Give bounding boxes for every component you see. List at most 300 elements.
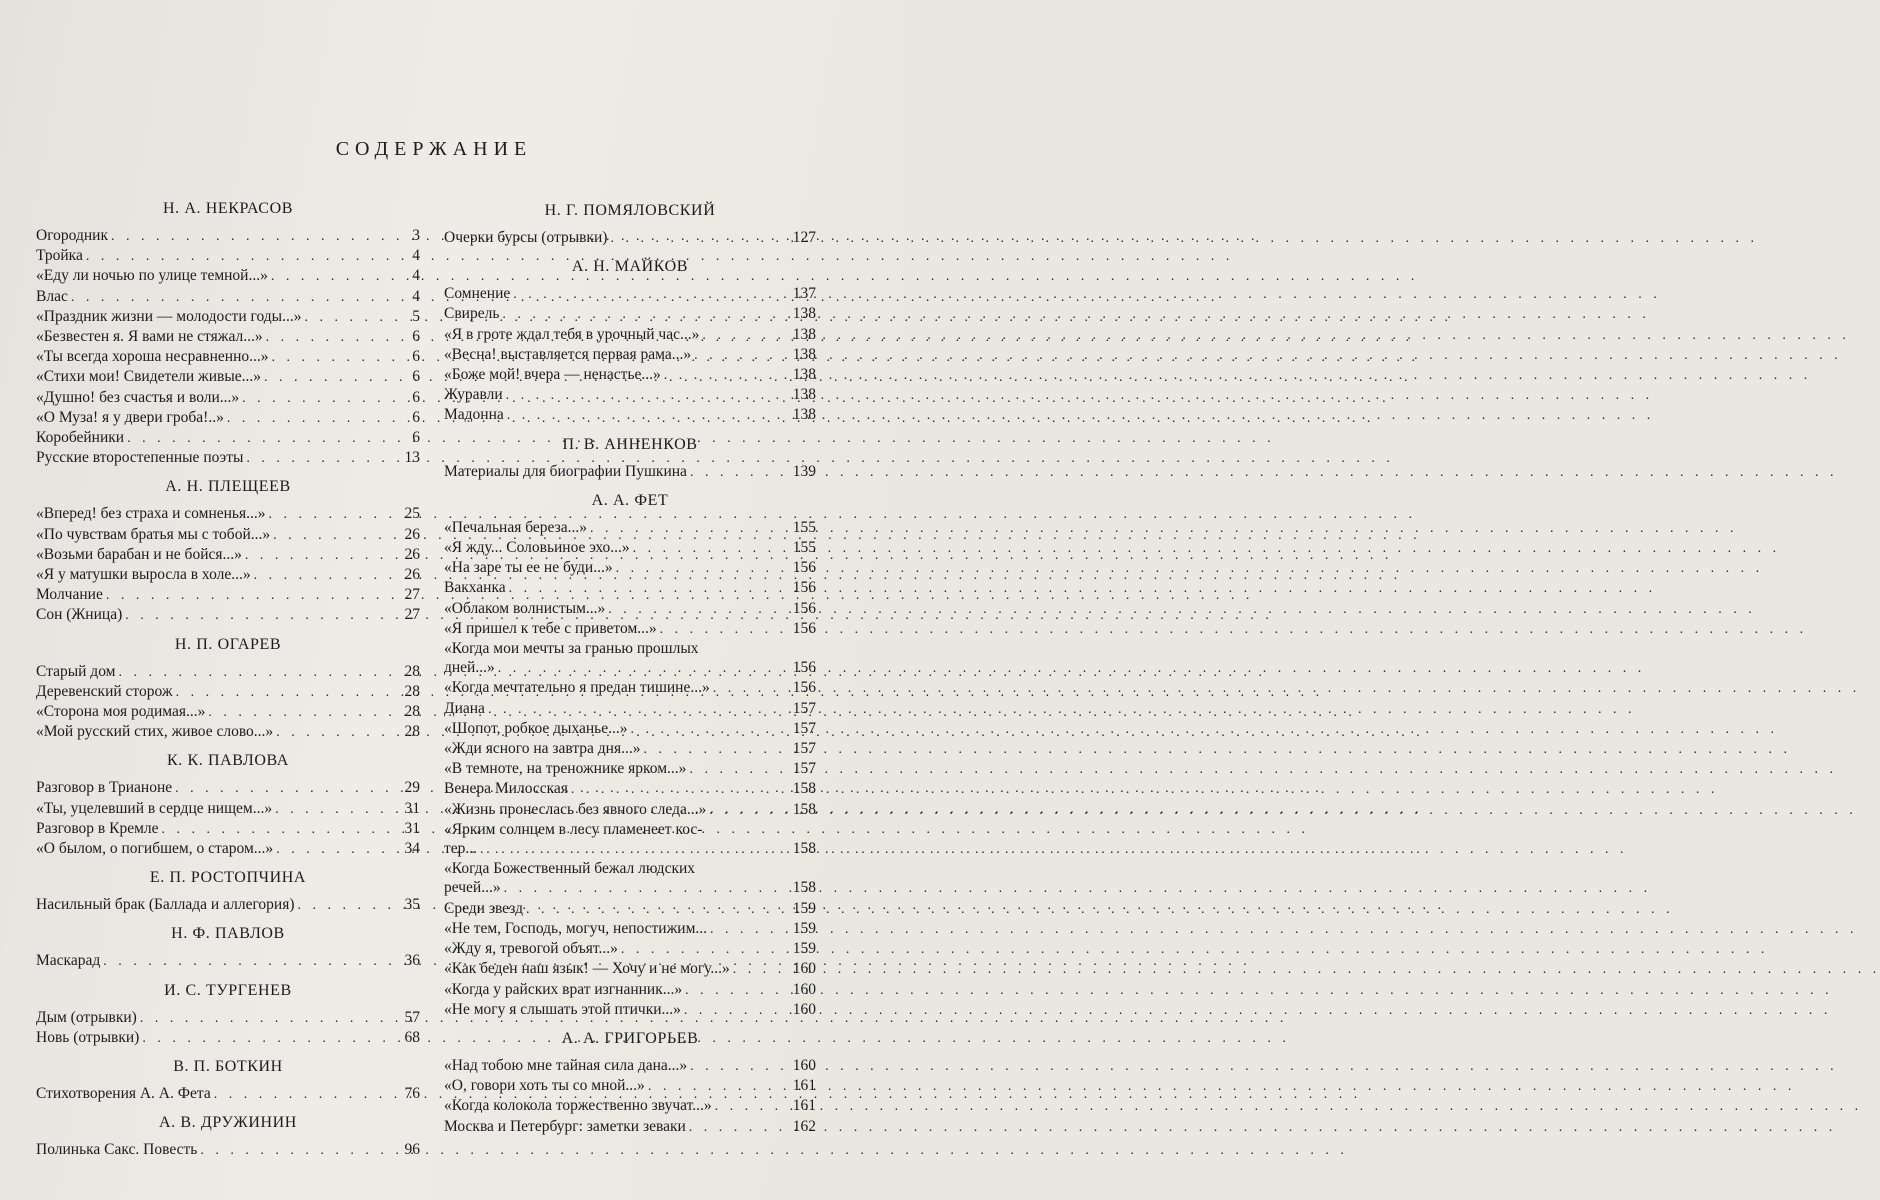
page-number: 158: [792, 800, 816, 818]
toc-entry: [36, 428, 420, 448]
page-number: 27: [404, 606, 420, 624]
toc-entry-title: Венера Милосская: [444, 780, 568, 798]
toc-section: [36, 1113, 420, 1160]
toc-entry: [36, 722, 420, 742]
toc-entry: [444, 759, 816, 779]
toc-entry-title: «Мой русский стих, живое слово...»: [36, 723, 274, 741]
toc-entry: [444, 228, 816, 248]
toc-section: [36, 924, 420, 971]
toc-entry-title: «Ты, уцелевший в сердце нищем...»: [36, 799, 273, 817]
toc-entry-title: «Сторона моя родимая...»: [36, 703, 206, 721]
toc-entry-title: Разговор в Трианоне: [36, 779, 173, 797]
page-number: 6: [412, 429, 420, 447]
author-heading: К. К. ПАВЛОВА: [167, 752, 289, 770]
leader-dots: [480, 840, 790, 859]
toc-section: [444, 201, 816, 248]
toc-entry: [36, 951, 420, 971]
toc-entry: [36, 1008, 420, 1028]
toc-entry: [444, 939, 816, 959]
page-number: 156: [792, 619, 816, 637]
toc-entry-title-continued: тер...: [444, 840, 478, 858]
page-number: 156: [792, 679, 816, 697]
toc-entry-title: Молчание: [36, 586, 103, 604]
toc-entry-title: Русские второстепенные поэты: [36, 449, 244, 467]
toc-right-column: [444, 192, 816, 1137]
toc-entry-title: «Я в гроте ждал тебя в урочный час...»: [444, 325, 700, 343]
leader-dots: [71, 288, 397, 307]
toc-entry-title: «Боже мой! вчера — ненастье...»: [444, 366, 661, 384]
toc-entry-title: «Я у матушки выросла в холе...»: [36, 566, 251, 584]
page-number: 155: [792, 539, 816, 557]
toc-entry-title: «Когда мои мечты за гранью прошлых: [444, 640, 699, 658]
page-number: 6: [412, 388, 420, 406]
toc-entry-title: «Когда мечтательно я предан тишине...»: [444, 679, 710, 697]
toc-section: [444, 1029, 816, 1137]
toc-section: [36, 477, 420, 625]
toc-section: [444, 435, 816, 482]
toc-entry: [444, 1000, 816, 1020]
toc-section: [36, 751, 420, 859]
page-number: 57: [404, 1008, 420, 1026]
toc-entry-title: «Стихи мои! Свидетели живые...»: [36, 368, 262, 386]
toc-entry-title-continued: дней...»: [444, 659, 495, 677]
toc-entry: [444, 1076, 816, 1096]
author-heading: Н. Ф. ПАВЛОВ: [171, 925, 285, 943]
toc-entry-title: «В темноте, на треножнике ярком...»: [444, 760, 687, 778]
toc-entry: [36, 565, 420, 585]
toc-entry: [444, 800, 816, 820]
page-number: 28: [404, 723, 420, 741]
leader-dots: [142, 1029, 397, 1048]
toc-entry-title: «Над тобою мне тайная сила дана...»: [444, 1056, 688, 1074]
toc-entry-title: Сомнение: [444, 285, 511, 303]
page-number: 160: [792, 980, 816, 998]
toc-entry: [444, 345, 816, 365]
toc-entry-title: «Когда у райских врат изгнанник...»: [444, 980, 683, 998]
leader-dots: [118, 663, 397, 682]
toc-section: [36, 199, 420, 468]
leader-dots: [86, 247, 397, 266]
toc-entry-title: «Когда колокола торжественно звучат...»: [444, 1097, 712, 1115]
page-number: 155: [792, 518, 816, 536]
toc-entry: [36, 702, 420, 722]
toc-entry: [36, 799, 420, 819]
toc-entry-title: Свирель: [444, 305, 500, 323]
toc-entry: [444, 578, 816, 598]
toc-entry: [444, 365, 816, 385]
leader-dots: [200, 1141, 397, 1160]
toc-entry: [36, 545, 420, 565]
toc-entry: [36, 585, 420, 605]
leader-dots: [648, 1077, 790, 1096]
page-number: 159: [792, 919, 816, 937]
leader-dots: [276, 723, 397, 742]
leader-dots: [689, 1118, 790, 1137]
leader-dots: [504, 879, 790, 898]
leader-dots: [264, 368, 397, 387]
toc-entry: [444, 779, 816, 799]
page-number: 156: [792, 659, 816, 677]
page-number: 161: [792, 1077, 816, 1095]
page-number: 25: [404, 505, 420, 523]
leader-dots: [660, 620, 790, 639]
page-number: 139: [792, 462, 816, 480]
toc-entry: [36, 682, 420, 702]
toc-entry: [444, 1056, 816, 1076]
leader-dots: [715, 1097, 790, 1116]
page-number: 31: [404, 819, 420, 837]
toc-entry-title: «Я пришел к тебе с приветом...»: [444, 619, 657, 637]
page-number: 28: [404, 703, 420, 721]
leader-dots: [127, 429, 397, 448]
leader-dots: [488, 700, 790, 719]
toc-section: [36, 868, 420, 915]
leader-dots: [214, 1085, 397, 1104]
page-number: 6: [412, 368, 420, 386]
toc-entry-title: «Возьми барабан и не бойся...»: [36, 545, 242, 563]
toc-entry: [444, 325, 816, 345]
toc-entry: [444, 839, 816, 859]
author-heading: А. Н. ПЛЕЩЕЕВ: [165, 478, 291, 496]
page-number: 28: [404, 662, 420, 680]
toc-entry: [36, 895, 420, 915]
toc-entry: [444, 599, 816, 619]
toc-entry-title: «Когда Божественный бежал людских: [444, 860, 696, 878]
toc-entry: [36, 367, 420, 387]
page-number: 27: [404, 586, 420, 604]
page-title: СОДЕРЖАНИЕ: [335, 138, 533, 160]
leader-dots: [507, 406, 790, 425]
toc-entry-title: Коробейники: [36, 429, 125, 447]
toc-entry-title: Тройка: [36, 247, 83, 265]
toc-entry: [444, 619, 816, 639]
toc-entry-title: «О Муза! я у двери гроба!..»: [36, 408, 224, 426]
toc-entry-title: Новь (отрывки): [36, 1028, 140, 1046]
page-number: 34: [404, 840, 420, 858]
toc-entry-title: Разговор в Кремле: [36, 819, 159, 837]
page-number: 4: [412, 287, 420, 305]
toc-entry: [36, 819, 420, 839]
page-number: 138: [792, 366, 816, 384]
leader-dots: [103, 952, 397, 971]
author-heading: Е. П. РОСТОПЧИНА: [149, 869, 307, 887]
leader-dots: [694, 346, 790, 365]
toc-entry: [444, 719, 816, 739]
toc-entry-title: «Весна! выставляется первая рама...»: [444, 345, 692, 363]
toc-entry-title: «О былом, о погибшем, о старом...»: [36, 840, 274, 858]
toc-entry: [36, 307, 420, 327]
page-number: 156: [792, 559, 816, 577]
toc-entry: [36, 448, 420, 468]
leader-dots: [140, 1009, 397, 1028]
page-number: 138: [792, 406, 816, 424]
toc-left-column: [36, 190, 420, 1161]
page-number: 28: [404, 682, 420, 700]
page-number: 26: [404, 545, 420, 563]
author-heading: И. С. ТУРГЕНЕВ: [164, 981, 292, 999]
toc-entry-title: «Вперед! без страха и сомненья...»: [36, 505, 266, 523]
toc-entry: [36, 525, 420, 545]
leader-dots: [608, 600, 789, 619]
toc-entry: [444, 405, 816, 425]
leader-dots: [271, 267, 397, 286]
toc-entry-title: «Как беден наш язык! — Хочу и не могу...»: [444, 960, 730, 978]
author-heading: Н. А. НЕКРАСОВ: [162, 200, 294, 217]
leader-dots: [242, 389, 397, 408]
toc-entry: [444, 1096, 816, 1116]
toc-entry-title: Стихотворения А. А. Фета: [36, 1085, 211, 1103]
toc-section: [36, 635, 420, 743]
toc-entry-title: Диана: [444, 699, 485, 717]
page-number: 161: [792, 1097, 816, 1115]
leader-dots: [633, 539, 790, 558]
leader-dots: [106, 586, 397, 605]
page-number: 159: [792, 899, 816, 917]
page-number: 138: [792, 305, 816, 323]
page-number: 138: [792, 345, 816, 363]
page-number: 5: [412, 307, 420, 325]
toc-entry: [444, 658, 816, 678]
toc-entry-title: «Жди ясного на завтра дня...»: [444, 740, 641, 758]
leader-dots: [690, 463, 790, 482]
toc-entry-title: Журавли: [444, 386, 503, 404]
toc-entry-title: «Безвестен я. Я вами не стяжал...»: [36, 328, 263, 346]
page-number: 76: [404, 1085, 420, 1103]
toc-entry-title: «Жизнь пронеслась без явного следа...»: [444, 800, 707, 818]
page-number: 6: [412, 408, 420, 426]
leader-dots: [506, 386, 790, 405]
toc-entry-title: Материалы для биографии Пушкина: [444, 462, 687, 480]
toc-entry: [36, 388, 420, 408]
leader-dots: [266, 328, 397, 347]
toc-entry: [444, 739, 816, 759]
page-number: 157: [792, 760, 816, 778]
leader-dots: [631, 720, 790, 739]
page-number: 162: [792, 1117, 816, 1135]
toc-entry: [444, 538, 816, 558]
toc-entry: [36, 327, 420, 347]
toc-entry: [444, 284, 816, 304]
leader-dots: [111, 227, 397, 246]
toc-entry: [36, 266, 420, 286]
toc-entry-title: «На заре ты ее не буди...»: [444, 559, 613, 577]
page-number: 138: [792, 325, 816, 343]
leader-dots: [702, 326, 789, 345]
leader-dots: [304, 308, 397, 327]
leader-dots: [616, 559, 790, 578]
author-heading: В. П. БОТКИН: [173, 1058, 283, 1076]
toc-entry: [36, 1084, 420, 1104]
toc-entry: [36, 662, 420, 682]
toc-section: [36, 981, 420, 1048]
page-number: 157: [792, 699, 816, 717]
leader-dots: [690, 1057, 790, 1076]
toc-entry: [36, 246, 420, 266]
author-heading: А. Н. МАЙКОВ: [571, 258, 689, 276]
page-number: 158: [792, 840, 816, 858]
leader-dots: [685, 981, 790, 1000]
toc-entry-title: «Ты всегда хороша несравненно...»: [36, 348, 269, 366]
leader-dots: [710, 920, 790, 939]
toc-entry: [444, 1117, 816, 1137]
toc-entry-title: «По чувствам братья мы с тобой...»: [36, 525, 271, 543]
page-number: 26: [404, 525, 420, 543]
toc-entry-title: «Шопот, робкое дыханье...»: [444, 719, 628, 737]
page-number: 6: [412, 328, 420, 346]
toc-entry: [36, 504, 420, 524]
page-number: 160: [792, 1000, 816, 1018]
page-number: 6: [412, 348, 420, 366]
toc-entry: [36, 778, 420, 798]
toc-entry-title: «Облаком волнистым...»: [444, 599, 606, 617]
page-number: 156: [792, 599, 816, 617]
page-number: 31: [404, 799, 420, 817]
toc-entry: [36, 839, 420, 859]
toc-entry-title: Среди звезд: [444, 899, 523, 917]
toc-entry: [36, 347, 420, 367]
leader-dots: [509, 579, 790, 598]
toc-entry-title: Москва и Петербург: заметки зеваки: [444, 1117, 686, 1135]
toc-entry: [444, 304, 816, 324]
page-number: 158: [792, 780, 816, 798]
leader-dots: [643, 740, 789, 759]
toc-entry: [444, 518, 816, 538]
leader-dots: [733, 960, 790, 979]
toc-entry-title: Очерки бурсы (отрывки): [444, 229, 608, 246]
leader-dots: [498, 659, 790, 678]
toc-entry-title: Вакханка: [444, 579, 506, 597]
page-number: 3: [412, 227, 420, 244]
toc-entry: [36, 408, 420, 428]
page-number: 13: [404, 449, 420, 467]
leader-dots: [208, 703, 397, 722]
leader-dots: [125, 606, 397, 625]
toc-entry: [444, 558, 816, 578]
toc-entry: [36, 605, 420, 625]
leader-dots: [571, 780, 790, 799]
leader-dots: [664, 366, 790, 385]
toc-section: [36, 1057, 420, 1104]
toc-entry-title: «Не могу я слышать этой птички...»: [444, 1000, 681, 1018]
toc-entry: [444, 899, 816, 919]
toc-entry-title: «Печальная береза...»: [444, 518, 587, 536]
page-number: 158: [792, 879, 816, 897]
toc-entry-title: Огородник: [36, 227, 108, 244]
leader-dots: [709, 801, 790, 820]
toc-entry: [444, 919, 816, 939]
toc-entry: [444, 462, 816, 482]
toc-entry-title: Дым (отрывки): [36, 1008, 137, 1026]
leader-dots: [269, 505, 398, 524]
leader-dots: [273, 526, 397, 545]
leader-dots: [254, 566, 397, 585]
leader-dots: [246, 449, 397, 468]
author-heading: А. В. ДРУЖИНИН: [159, 1114, 297, 1132]
leader-dots: [176, 683, 397, 702]
toc-entry: [36, 1028, 420, 1048]
toc-entry: [36, 1140, 420, 1160]
toc-entry-title: Влас: [36, 287, 68, 305]
toc-section: [444, 491, 816, 1020]
author-heading: А. А. ФЕТ: [591, 491, 669, 509]
leader-dots: [513, 285, 790, 304]
page-number: 159: [792, 940, 816, 958]
leader-dots: [689, 760, 789, 779]
author-heading: А. А. ГРИГОРЬЕВ: [561, 1029, 699, 1047]
toc-entry-title: «Я жду... Соловьиное эхо...»: [444, 539, 630, 557]
toc-entry-title: Насильный брак (Баллада и аллегория): [36, 896, 295, 914]
toc-entry: [36, 226, 420, 246]
leader-dots: [590, 519, 790, 538]
book-page: [0, 0, 900, 1200]
page-number: 26: [404, 566, 420, 584]
toc-entry-title: «Не тем, Господь, могуч, непостижим...: [444, 919, 708, 937]
leader-dots: [526, 900, 790, 919]
page-number: 160: [792, 1056, 816, 1074]
page-number: 157: [792, 719, 816, 737]
toc-entry-title: «Еду ли ночью по улице темной...»: [36, 267, 268, 285]
toc-entry: [444, 878, 816, 898]
leader-dots: [272, 348, 397, 367]
toc-entry-title: Деревенский сторож: [36, 682, 173, 700]
toc-entry-title: Мадонна: [444, 406, 504, 424]
toc-entry: [444, 385, 816, 405]
toc-entry-title: Старый дом: [36, 662, 116, 680]
leader-dots: [245, 546, 397, 565]
page-number: 137: [792, 285, 816, 303]
page-number: 4: [412, 247, 420, 265]
toc-section: [444, 257, 816, 425]
page-number: 160: [792, 960, 816, 978]
toc-entry-title: Полинька Сакс. Повесть: [36, 1141, 198, 1159]
page-number: 68: [404, 1028, 420, 1046]
page-number: 156: [792, 579, 816, 597]
toc-entry-title-continued: речей...»: [444, 879, 501, 897]
leader-dots: [227, 409, 397, 428]
page-number: 96: [404, 1141, 420, 1159]
page-number: 4: [412, 267, 420, 285]
author-heading: Н. П. ОГАРЕВ: [174, 635, 282, 653]
toc-entry: [444, 959, 816, 979]
leader-dots: [610, 229, 789, 248]
leader-dots: [275, 800, 397, 819]
toc-entry-title: «Праздник жизни — молодости годы...»: [36, 307, 302, 325]
page-number: 127: [792, 229, 816, 246]
toc-entry-title: «Душно! без счастья и воли...»: [36, 388, 240, 406]
leader-dots: [298, 896, 397, 915]
page-number: 29: [404, 779, 420, 797]
page-number: 157: [792, 740, 816, 758]
toc-entry: [36, 287, 420, 307]
page-number: 36: [404, 952, 420, 970]
toc-entry-title: Маскарад: [36, 952, 101, 970]
toc-entry: [444, 678, 816, 698]
leader-dots: [621, 940, 790, 959]
leader-dots: [684, 1001, 790, 1020]
leader-dots: [162, 820, 397, 839]
toc-entry-title: Сон (Жница): [36, 606, 123, 624]
toc-entry: [444, 980, 816, 1000]
toc-entry-title: «Жду я, тревогой объят...»: [444, 940, 618, 958]
page-number: 35: [404, 896, 420, 914]
leader-dots: [713, 679, 790, 698]
leader-dots: [175, 779, 397, 798]
page-number: 138: [792, 386, 816, 404]
toc-entry: [444, 699, 816, 719]
toc-entry-title: «Ярким солнцем в лесу пламенеет кос-: [444, 820, 703, 838]
toc-entry-title: «О, говори хоть ты со мной...»: [444, 1077, 645, 1095]
leader-dots: [502, 305, 789, 324]
